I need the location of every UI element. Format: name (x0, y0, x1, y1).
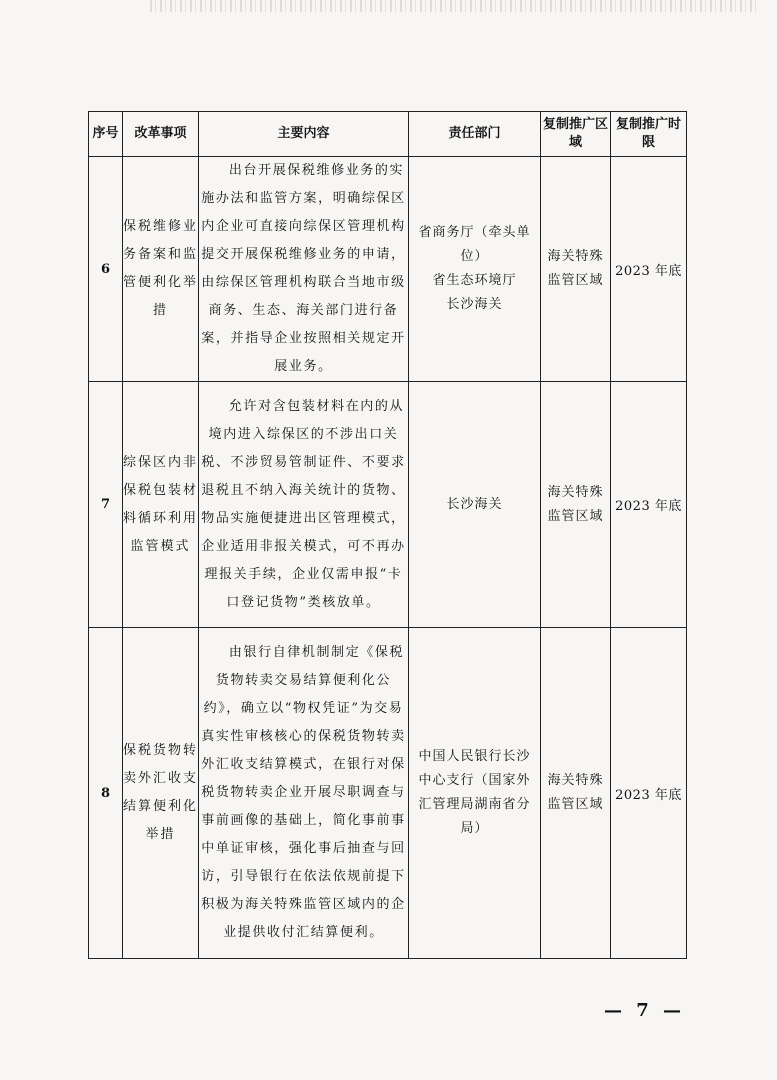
promotion-deadline: 2023 年底 (611, 628, 687, 959)
promotion-deadline: 2023 年底 (611, 382, 687, 628)
row-number: 7 (89, 382, 123, 628)
row-number: 8 (89, 628, 123, 959)
header-no: 序号 (89, 112, 123, 157)
promotion-area: 海关特殊监管区域 (541, 157, 611, 382)
header-area: 复制推广区域 (541, 112, 611, 157)
reform-measures-table (88, 111, 687, 959)
header-item: 改革事项 (123, 112, 199, 157)
main-content: 允许对含包装材料在内的从境内进入综保区的不涉出口关税、不涉贸易管制证件、不要求退税且不纳入海关统计的货物、物品实施便捷进出区管理模式，企业适用非报关模式，可不再办理报关手续，企业仅需申报“卡口登记货物”类核放单。 (199, 382, 409, 628)
header-dept: 责任部门 (409, 112, 541, 157)
scan-edge-artifact (150, 0, 760, 12)
responsible-dept: 省商务厅（牵头单位） 省生态环境厅 长沙海关 (409, 157, 541, 382)
promotion-deadline: 2023 年底 (611, 157, 687, 382)
promotion-area: 海关特殊监管区域 (541, 628, 611, 959)
main-content: 出台开展保税维修业务的实施办法和监管方案，明确综保区内企业可直接向综保区管理机构提交开展保税维修业务的申请，由综保区管理机构联合当地市级商务、生态、海关部门进行备案，并指导企业按照相关规定开展业务。 (199, 157, 409, 382)
main-content: 由银行自律机制制定《保税货物转卖交易结算便利化公约》，确立以“物权凭证”为交易真实性审核核心的保税货物转卖外汇收支结算模式，在银行对保税货物转卖企业开展尽职调查与事前画像的基础上，简化事前事中单证审核，强化事后抽查与回访，引导银行在依法依规前提下积极为海关特殊监管区域内的企业提供收付汇结算便利。 (199, 628, 409, 959)
table-row (89, 382, 687, 628)
promotion-area: 海关特殊监管区域 (541, 382, 611, 628)
responsible-dept: 长沙海关 (409, 382, 541, 628)
header-content: 主要内容 (199, 112, 409, 157)
reform-item: 综保区内非保税包装材料循环利用监管模式 (123, 382, 199, 628)
reform-item: 保税货物转卖外汇收支结算便利化举措 (123, 628, 199, 959)
table-row (89, 628, 687, 959)
reform-item: 保税维修业务备案和监管便利化举措 (123, 157, 199, 382)
row-number: 6 (89, 157, 123, 382)
header-term: 复制推广时限 (611, 112, 687, 157)
responsible-dept: 中国人民银行长沙中心支行（国家外汇管理局湖南省分局） (409, 628, 541, 959)
table-header-row (89, 112, 687, 157)
table-row (89, 157, 687, 382)
page-number: — 7 — (604, 1000, 686, 1021)
